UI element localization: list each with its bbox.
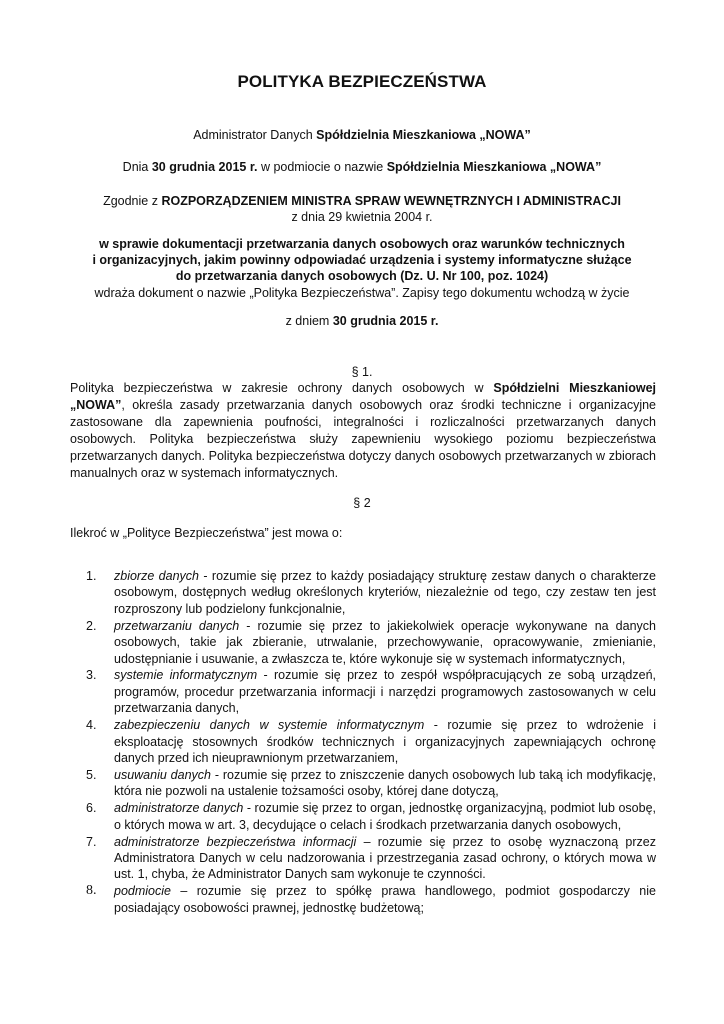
regulation-line: Zgodnie z ROZPORZĄDZENIEM MINISTRA SPRAW WEWNĘTRZNYCH I ADMINISTRACJI: [103, 194, 621, 208]
definition-item: [70, 883, 656, 916]
definition-term: zabezpieczeniu danych w systemie informatycznym: [114, 718, 425, 733]
section-2-intro: Ilekroć w „Polityce Bezpieczeństwa” jest mowa o:: [70, 526, 343, 540]
item-number: 8.: [86, 883, 97, 899]
definition-term: administratorze bezpieczeństwa informacji: [114, 834, 357, 849]
item-number: 7.: [86, 834, 97, 849]
definition-text: - rozumie się przez to każdy posiadający strukturę zestaw danych o charakterze osobowym, dostępnych według określonych kryteriów, niezależnie od tego, czy zestaw ten jest rozproszony lub podzielony funkcjonalnie,: [114, 569, 656, 616]
definition-item: [70, 667, 656, 716]
definitions-list: [70, 568, 656, 917]
regulation-date: z dnia 29 kwietnia 2004 r.: [291, 210, 433, 224]
implements-line: wdraża dokument o nazwie „Polityka Bezpieczeństwa”. Zapisy tego dokumentu wchodzą w życie: [94, 286, 630, 300]
regulation-subject-line: i organizacyjnych, jakim powinny odpowiadać urządzenia i systemy informatyczne służące: [92, 253, 632, 267]
definition-item: [70, 568, 656, 617]
definition-item: [70, 800, 656, 833]
definition-text: - rozumie się przez to wdrożenie i eksploatację stosownych środków technicznych i organizacyjnych zapewniających ochronę danych przed ich nieuprawnionym przetwarzaniem,: [114, 718, 657, 765]
definition-term: przetwarzaniu danych: [114, 618, 240, 633]
definition-item: [70, 834, 656, 883]
definition-term: podmiocie: [114, 884, 171, 899]
definition-term: systemie informatycznym: [114, 668, 258, 683]
date-line: Dnia 30 grudnia 2015 r. w podmiocie o nazwie Spółdzielnia Mieszkaniowa „NOWA”: [122, 160, 602, 174]
definition-term: administratorze danych: [114, 801, 244, 816]
item-number: 6.: [86, 801, 97, 816]
section-1-heading: § 1.: [351, 365, 373, 379]
regulation-subject-line: w sprawie dokumentacji przetwarzania danych osobowych oraz warunków technicznych: [99, 237, 625, 251]
item-number: 4.: [86, 718, 97, 733]
definition-text: – rozumie się przez to osobę wyznaczoną przez Administratora Danych w celu nadzorowania i przestrzegania zasad ochrony, o których mowa w ust. 1, chyba, że Administrator Danych sam wykonuje te czynności.: [114, 834, 656, 882]
definition-term: usuwaniu danych: [114, 767, 211, 782]
definition-item: [70, 717, 656, 766]
definition-text: - rozumie się przez to jakiekolwiek operacje wykonywane na danych osobowych, takie jak zbieranie, utrwalanie, przechowywanie, opracowywanie, zmienianie, udostępnianie i usuwanie, a zwłaszcza te, które wykonuje się w systemach informatycznych,: [114, 618, 656, 666]
regulation-subject-line: do przetwarzania danych osobowych (Dz. U. Nr 100, poz. 1024): [175, 269, 549, 283]
definition-text: - rozumie się przez to zespół współpracujących ze sobą urządzeń, programów, procedur przetwarzania informacji i narzędzi programowych zastosowanych w celu przetwarzania danych,: [114, 668, 657, 716]
definition-text: - rozumie się przez to zniszczenie danych osobowych lub taką ich modyfikację, która nie pozwoli na ustalenie tożsamości osoby, której dane dotyczą,: [114, 767, 656, 799]
definition-item: [70, 618, 656, 667]
definition-text: - rozumie się przez to organ, jednostkę organizacyjną, podmiot lub osobę, o których mowa w art. 3, decydujące o celach i środkach przetwarzania danych osobowych,: [114, 801, 657, 832]
effective-date-line: z dniem 30 grudnia 2015 r.: [285, 314, 439, 328]
item-number: 2.: [86, 618, 97, 633]
item-number: 1.: [86, 569, 97, 583]
definition-term: zbiorze danych: [114, 569, 199, 583]
document-title: POLITYKA BEZPIECZEŃSTWA: [237, 72, 487, 91]
section-1-paragraph: Polityka bezpieczeństwa w zakresie ochrony danych osobowych w Spółdzielni Mieszkaniowej „NOWA”, określa zasady przetwarzania danych osobowych oraz środki techniczne i organizacyjne zastosowane dla zapewnienia poufności, integralności i rozliczalności przetwarzanych danych osobowych. Polityka bezpieczeństwa służy zapewnieniu wysokiego poziomu bezpieczeństwa przetwarzanych danych. Polityka bezpieczeństwa dotyczy danych osobowych przetwarzanych w zbiorach manualnych oraz w systemach informatycznych.: [70, 381, 657, 480]
section-2-heading: § 2: [353, 496, 371, 510]
item-number: 3.: [86, 668, 97, 683]
administrator-line: Administrator Danych Spółdzielnia Mieszkaniowa „NOWA”: [193, 128, 531, 142]
item-number: 5.: [86, 767, 97, 782]
definition-text: – rozumie się przez to spółkę prawa handlowego, podmiot gospodarczy nie posiadający osobowości prawnej, jednostkę budżetową;: [114, 884, 656, 915]
definition-item: [70, 767, 656, 800]
